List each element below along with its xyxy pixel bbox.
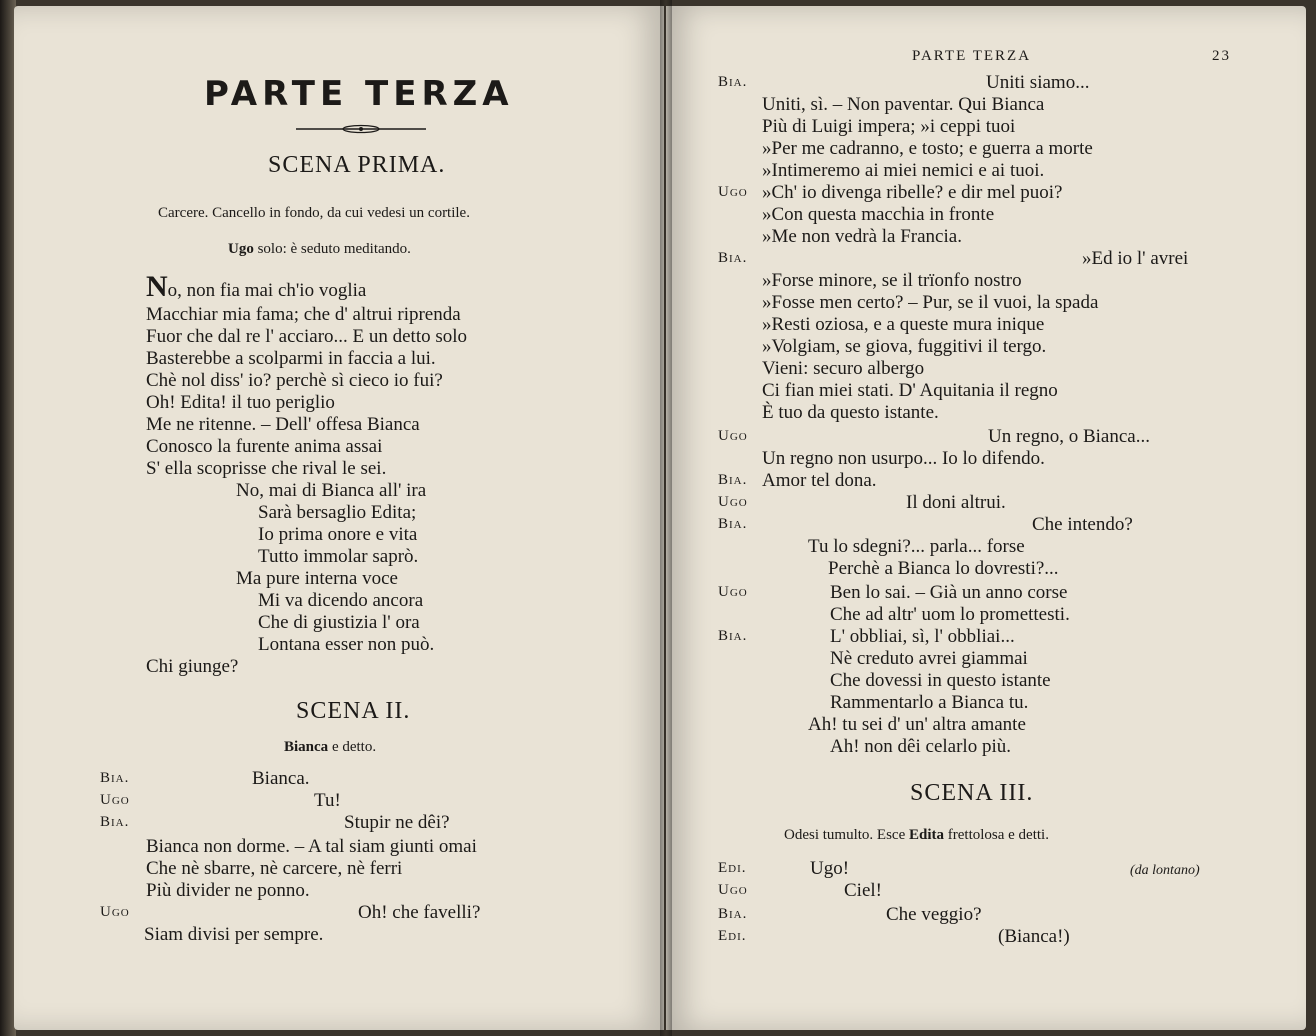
speaker-label: Ugo [718, 494, 748, 510]
verse-line: »Con questa macchia in fronte [762, 204, 995, 225]
character-name: Edita [908, 827, 944, 843]
verse-line: (Bianca!) [998, 926, 1070, 947]
verse-line: Più di Luigi impera; »i ceppi tuoi [762, 116, 1016, 137]
verse-line: Che di giustizia l' ora [258, 612, 420, 633]
verse-line: Uniti siamo... [986, 72, 1090, 93]
verse-line: Che dovessi in questo istante [830, 670, 1051, 691]
speaker-label: Ugo [718, 184, 748, 200]
verse-line: Più divider ne ponno. [146, 880, 310, 901]
verse-line: Oh! Edita! il tuo periglio [146, 392, 335, 413]
verse-line: S' ella scoprisse che rival le sei. [146, 458, 387, 479]
left-page [14, 6, 664, 1030]
verse-line: Vieni: securo albergo [762, 358, 925, 379]
verse-line: Sarà bersaglio Edita; [258, 502, 417, 523]
verse-line [146, 270, 367, 303]
verse-line: Macchiar mia fama; che d' altrui riprenda [146, 304, 461, 325]
page-number: 23 [1212, 48, 1231, 64]
stage-entry [228, 238, 411, 260]
verse-line: Ah! tu sei d' un' altra amante [808, 714, 1026, 735]
speaker-label: Bia. [718, 516, 748, 532]
verse-line: L' obbliai, sì, l' obbliai... [830, 626, 1015, 647]
verse-line: Rammentarlo a Bianca tu. [830, 692, 1029, 713]
verse-line: Tu! [314, 790, 341, 811]
verse-line: Ugo! [810, 858, 850, 879]
verse-line: Me ne ritenne. – Dell' offesa Bianca [146, 414, 420, 435]
scene-heading: SCENA PRIMA. [268, 152, 446, 178]
verse-line: Che intendo? [1032, 514, 1133, 535]
speaker-label: Bia. [100, 814, 130, 830]
speaker-label: Edi. [718, 928, 747, 944]
verse-line: »Ed io l' avrei [1082, 248, 1189, 269]
verse-line: Ah! non dêi celarlo più. [830, 736, 1011, 757]
speaker-label: Bia. [718, 74, 748, 90]
stage-direction-pre: Odesi tumulto. Esce [784, 827, 909, 843]
verse-line: Che nè sbarre, nè carcere, nè ferri [146, 858, 403, 879]
verse-line: Conosco la furente anima assai [146, 436, 383, 457]
book-gutter [660, 0, 672, 1036]
speaker-label: Ugo [718, 882, 748, 898]
verse-line: Fuor che dal re l' acciaro... E un detto solo [146, 326, 468, 347]
speaker-label: Bia. [718, 628, 748, 644]
scene-heading: SCENA III. [910, 780, 1034, 806]
character-name: Ugo [228, 241, 254, 257]
character-name: Bianca [284, 739, 329, 755]
stage-entry-rest: e detto. [328, 739, 377, 755]
part-title: PARTE TERZA [204, 74, 514, 114]
stage-entry-rest: solo: è seduto meditando. [253, 241, 411, 257]
speaker-label: Ugo [718, 584, 748, 600]
verse-text: o, non fia mai ch'io voglia [167, 280, 367, 301]
verse-line: Ma pure interna voce [236, 568, 398, 589]
speaker-label: Bia. [100, 770, 130, 786]
verse-line: Il doni altrui. [906, 492, 1006, 513]
speaker-label: Ugo [718, 428, 748, 444]
ornament-divider [296, 124, 426, 134]
verse-line: »Per me cadranno, e tosto; e guerra a morte [762, 138, 1093, 159]
verse-line: Ciel! [844, 880, 882, 901]
verse-line: Io prima onore e vita [258, 524, 418, 545]
verse-line: Un regno, o Bianca... [988, 426, 1150, 447]
verse-line: Nè creduto avrei giammai [830, 648, 1028, 669]
verse-line: Siam divisi per sempre. [144, 924, 324, 945]
verse-line: Un regno non usurpo... Io lo difendo. [762, 448, 1045, 469]
verse-line: Bianca non dorme. – A tal siam giunti omai [146, 836, 477, 857]
verse-line: »Resti oziosa, e a queste mura inique [762, 314, 1045, 335]
drop-cap: N [146, 270, 168, 303]
verse-line: »Ch' io divenga ribelle? e dir mel puoi? [762, 182, 1063, 203]
verse-line: Amor tel dona. [762, 470, 877, 491]
verse-line: Che veggio? [886, 904, 982, 925]
verse-line: Oh! che favelli? [358, 902, 481, 923]
verse-line: Tutto immolar saprò. [258, 546, 419, 567]
stage-direction: Carcere. Cancello in fondo, da cui vedesi un cortile. [158, 205, 470, 221]
verse-line: No, mai di Bianca all' ira [236, 480, 427, 501]
verse-line: Ben lo sai. – Già un anno corse [830, 582, 1068, 603]
running-head: PARTE TERZA [912, 48, 1032, 64]
verse-line: È tuo da questo istante. [762, 402, 939, 423]
verse-line: »Forse minore, se il trïonfo nostro [762, 270, 1022, 291]
verse-line: »Me non vedrà la Francia. [762, 226, 962, 247]
speaker-label: Bia. [718, 906, 748, 922]
stage-direction-post: frettolosa e detti. [944, 827, 1049, 843]
verse-line: Stupir ne dêi? [344, 812, 450, 833]
verse-line: Bianca. [252, 768, 310, 789]
verse-line: »Intimeremo ai miei nemici e ai tuoi. [762, 160, 1045, 181]
speaker-label: Ugo [100, 792, 130, 808]
verse-line: Perchè a Bianca lo dovresti?... [828, 558, 1059, 579]
speaker-label: Bia. [718, 250, 748, 266]
verse-line: »Fosse men certo? – Pur, se il vuoi, la spada [762, 292, 1099, 313]
scene-heading: SCENA II. [296, 698, 411, 724]
verse-line: Basterebbe a scolparmi in faccia a lui. [146, 348, 436, 369]
verse-line: »Volgiam, se giova, fuggitivi il tergo. [762, 336, 1047, 357]
verse-line: Lontana esser non può. [258, 634, 435, 655]
verse-line: Ci fian miei stati. D' Aquitania il regno [762, 380, 1058, 401]
right-page [666, 6, 1306, 1030]
stage-entry [284, 736, 376, 758]
speaker-label: Ugo [100, 904, 130, 920]
verse-line: Uniti, sì. – Non paventar. Qui Bianca [762, 94, 1045, 115]
verse-line: Tu lo sdegni?... parla... forse [808, 536, 1025, 557]
verse-line: Chè nol diss' io? perchè sì cieco io fui? [146, 370, 443, 391]
stage-direction [784, 824, 1049, 846]
verse-line: Che ad altr' uom lo promettesti. [830, 604, 1070, 625]
verse-line: Mi va dicendo ancora [258, 590, 424, 611]
verse-line: Chi giunge? [146, 656, 239, 677]
speaker-label: Edi. [718, 860, 747, 876]
speaker-label: Bia. [718, 472, 748, 488]
aside-direction: (da lontano) [1130, 863, 1200, 878]
